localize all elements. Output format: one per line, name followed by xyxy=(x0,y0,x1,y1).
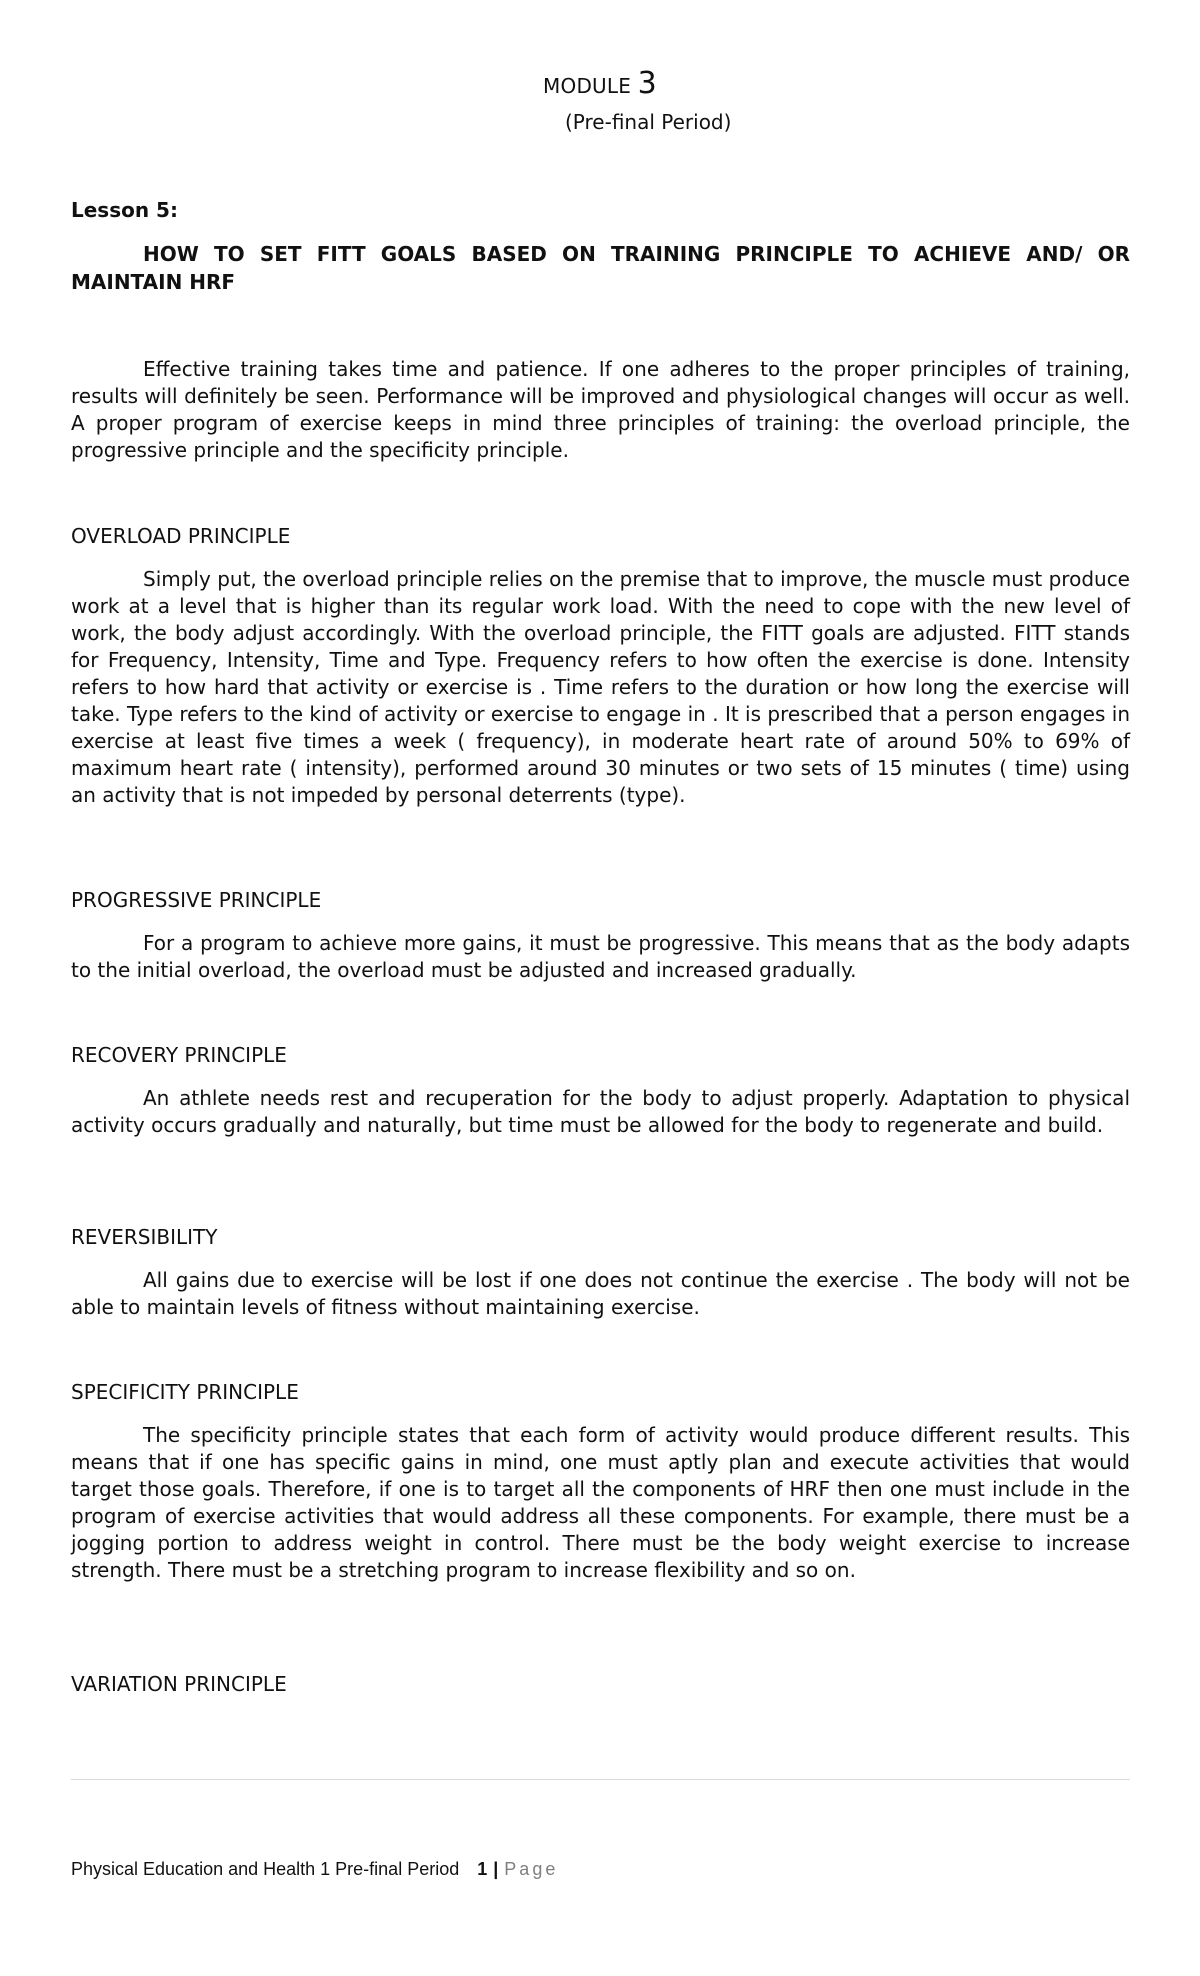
footer-page-word: Page xyxy=(504,1859,559,1879)
intro-paragraph: Effective training takes time and patience. If one adheres to the proper principles of training, results will definitely be seen. Performance will be improved and physiological changes will occur as well. A proper program of exercise keeps in mind three principles of training: the overload principle, the progressive principle and the specificity principle. xyxy=(71,357,1130,462)
section-heading-overload: OVERLOAD PRINCIPLE xyxy=(71,524,291,548)
footer-divider xyxy=(71,1779,1130,1780)
section-heading-specificity: SPECIFICITY PRINCIPLE xyxy=(71,1380,299,1404)
section-heading-progressive: PROGRESSIVE PRINCIPLE xyxy=(71,888,322,912)
footer-page-number: 1 xyxy=(477,1859,488,1879)
section-body-recovery: An athlete needs rest and recuperation for the body to adjust properly. Adaptation to physical activity occurs gradually and naturally, but time must be allowed for the body to regenerate and build. xyxy=(71,1086,1130,1137)
module-heading xyxy=(0,66,1200,101)
section-heading-reversibility: REVERSIBILITY xyxy=(71,1225,218,1249)
section-heading-variation: VARIATION PRINCIPLE xyxy=(71,1672,287,1696)
module-number: 3 xyxy=(637,66,657,101)
section-heading-recovery: RECOVERY PRINCIPLE xyxy=(71,1043,287,1067)
footer-course-title: Physical Education and Health 1 Pre-final Period xyxy=(71,1859,460,1879)
section-body-specificity: The specificity principle states that each form of activity would produce different results. This means that if one has specific gains in mind, one must aptly plan and execute activities that would target those goals. Therefore, if one is to target all the components of HRF then one must include in the program of exercise activities that would address all these components. For example, there must be a jogging portion to address weight in control. There must be the body weight exercise to increase strength. There must be a stretching program to increase flexibility and so on. xyxy=(71,1423,1130,1582)
lesson-label: Lesson 5: xyxy=(71,198,178,222)
section-body-progressive: For a program to achieve more gains, it must be progressive. This means that as the body adapts to the initial overload, the overload must be adjusted and increased gradually. xyxy=(71,931,1130,982)
page-footer xyxy=(71,1859,558,1880)
footer-separator: | xyxy=(493,1859,499,1879)
section-body-reversibility: All gains due to exercise will be lost if one does not continue the exercise . The body will not be able to maintain levels of fitness without maintaining exercise. xyxy=(71,1268,1130,1319)
lesson-title: HOW TO SET FITT GOALS BASED ON TRAINING PRINCIPLE TO ACHIEVE AND/ OR MAINTAIN HRF xyxy=(71,242,1130,294)
section-body-overload: Simply put, the overload principle relies on the premise that to improve, the muscle must produce work at a level that is higher than its regular work load. With the need to cope with the new level of work, the body adjust accordingly. With the overload principle, the FITT goals are adjusted. FITT stands for Frequency, Intensity, Time and Type. Frequency refers to how often the exercise is done. Intensity refers to how hard that activity or exercise is . Time refers to the duration or how long the exercise will take. Type refers to the kind of activity or exercise to engage in . It is prescribed that a person engages in exercise at least five times a week ( frequency), in moderate heart rate of around 50% to 69% of maximum heart rate ( intensity), performed around 30 minutes or two sets of 15 minutes ( time) using an activity that is not impeded by personal deterrents (type). xyxy=(71,567,1130,807)
period-subtitle: (Pre-final Period) xyxy=(565,110,732,134)
module-label: MODULE xyxy=(543,74,632,98)
